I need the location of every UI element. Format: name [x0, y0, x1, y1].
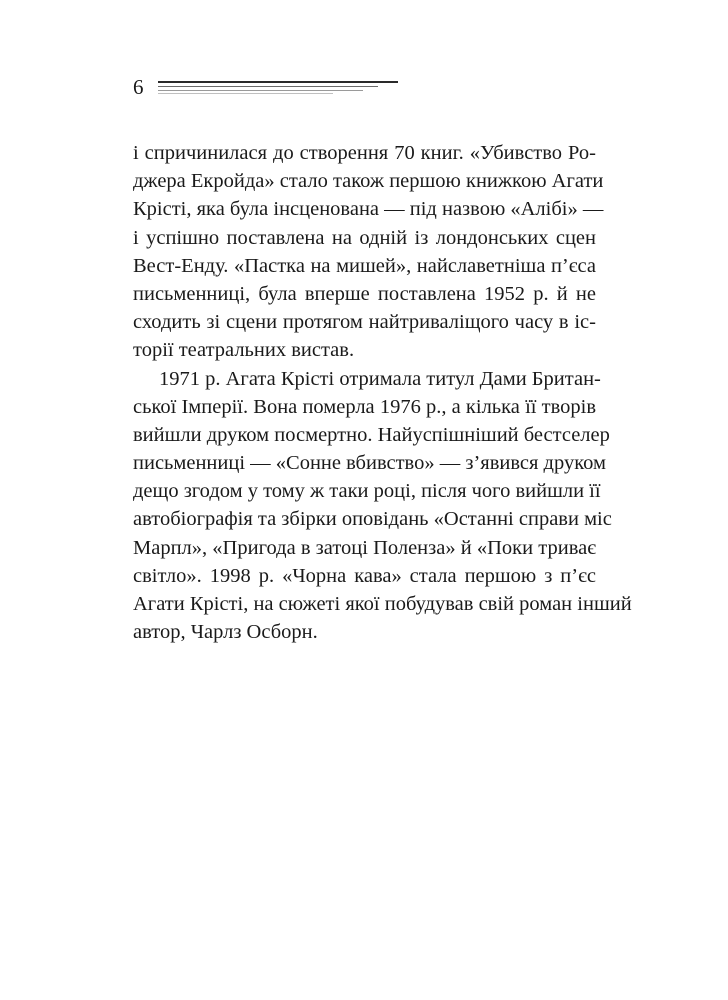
text-line: Вест-Енду. «Пастка на мишей», найславетніша п’єса: [133, 254, 596, 277]
text-line: Крісті, яка була інсценована — під назвою «Алібі» —: [133, 198, 604, 221]
paragraph-first-line: 1971 р. Агата Крісті отримала титул Дами Британ-: [159, 367, 601, 390]
header-rule: [158, 86, 378, 87]
header-rule: [158, 90, 363, 91]
text-line: Агати Крісті, на сюжеті якої побудував свій роман інший: [133, 593, 632, 615]
text-line: торії театральних вистав.: [133, 339, 355, 362]
text-line: світло». 1998 р. «Чорна кава» стала першою з п’єс: [133, 564, 596, 587]
text-line: сходить зі сцени протягом найтриваліщого часу в іс-: [133, 311, 596, 334]
text-line: дещо згодом у тому ж таки році, після чого вийшли її: [133, 480, 601, 503]
text-line: письменниці — «Сонне вбивство» — з’явився друком: [133, 452, 606, 475]
page-header: [133, 72, 403, 102]
header-rule: [158, 93, 333, 94]
page-number: 6: [133, 75, 144, 99]
text-line: автор, Чарлз Осборн.: [133, 621, 318, 644]
body-text: [133, 139, 632, 646]
text-line: вийшли друком посмертно. Найуспішніший бестселер: [133, 423, 610, 446]
text-line: автобіографія та збірки оповідань «Останні справи міс: [133, 508, 612, 531]
text-line: Марпл», «Пригода в затоці Поленза» й «Поки триває: [133, 536, 596, 559]
text-line: і успішно поставлена на одній із лондонських сцен: [133, 226, 596, 249]
header-rule: [158, 81, 398, 83]
header-rule-ornament: [158, 81, 398, 95]
text-line: письменниці, була вперше поставлена 1952 р. й не: [133, 282, 596, 305]
text-line: джера Екройда» стало також першою книжкою Агати: [133, 170, 604, 193]
text-line: і спричинилася до створення 70 книг. «Убивство Ро-: [133, 142, 596, 164]
text-line: ської Імперії. Вона померла 1976 р., а кілька її творів: [133, 395, 596, 418]
